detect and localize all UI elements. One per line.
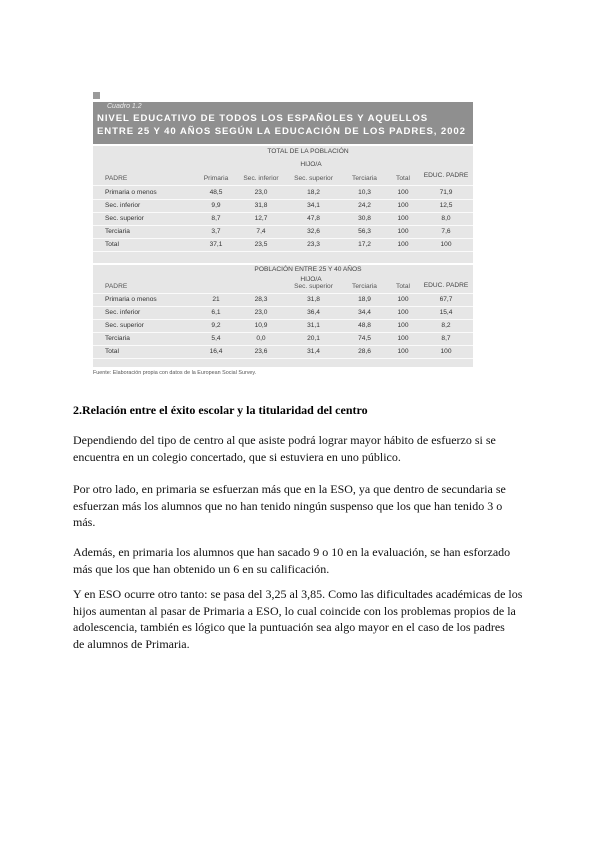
section-heading: POBLACIÓN ENTRE 25 Y 40 AÑOS xyxy=(254,266,362,273)
table-cell: 28,6 xyxy=(358,348,371,355)
table-cell: 8,0 xyxy=(441,215,451,222)
text-line: Por otro lado, en primaria se esfuerzan más que en la ESO, ya que dentro de secundaria se xyxy=(73,482,506,496)
table-cell: 100 xyxy=(440,348,452,355)
table-cell: 32,6 xyxy=(307,228,320,235)
col-header: Terciaria xyxy=(352,175,377,182)
table-cell: 47,8 xyxy=(307,215,320,222)
educ-padre-label: EDUC. PADRE xyxy=(423,282,469,289)
table-row-total xyxy=(93,345,473,359)
table-cell: 12,5 xyxy=(439,202,453,209)
table-cell: 37,1 xyxy=(209,241,223,248)
table-cell: 100 xyxy=(397,228,409,235)
table-cell: 100 xyxy=(397,202,409,209)
table-cell: 31,4 xyxy=(307,348,320,355)
table-cell: 16,4 xyxy=(209,348,223,355)
table-cell: 36,4 xyxy=(307,309,320,316)
table-cell: 5,4 xyxy=(211,335,221,342)
table-cell: 100 xyxy=(440,241,452,248)
table-cell: 18,9 xyxy=(358,296,371,303)
col-header: Sec. inferior xyxy=(243,175,279,182)
figure-label: Cuadro 1.2 xyxy=(107,103,142,110)
table-cell: 100 xyxy=(397,189,409,196)
table-row xyxy=(93,186,473,200)
table-cell: 28,3 xyxy=(254,296,268,303)
table-cell: 100 xyxy=(397,215,409,222)
table-cell: 67,7 xyxy=(439,296,453,303)
table-row xyxy=(93,319,473,333)
table-cell: 8,7 xyxy=(441,335,451,342)
table-cell: 10,3 xyxy=(358,189,371,196)
table-cell: 74,5 xyxy=(358,335,371,342)
table-row xyxy=(93,212,473,226)
row-label: Primaria o menos xyxy=(105,189,157,196)
row-label: Sec. inferior xyxy=(105,202,141,209)
row-header: PADRE xyxy=(105,283,128,290)
paragraph-3 xyxy=(73,544,533,577)
col-header: Sec. superior xyxy=(294,175,333,182)
table-cell: 31,1 xyxy=(307,322,320,329)
text-line: Dependiendo del tipo de centro al que asiste podrá lograr mayor hábito de esfuerzo si se xyxy=(73,433,496,447)
paragraph-4 xyxy=(73,586,533,652)
table-cell: 100 xyxy=(397,322,409,329)
table-cell: 71,9 xyxy=(439,189,453,196)
text-line: adolescencia, también es lógico que la puntuación sea algo mayor en el caso de los padres xyxy=(73,620,505,634)
row-label: Total xyxy=(105,348,119,355)
text-line: hijos aumentan al pasar de Primaria a ESO, lo cual coincide con los problemas propios de la xyxy=(73,603,516,618)
table-cell: 100 xyxy=(397,335,409,342)
table-cell: 9,9 xyxy=(211,202,221,209)
table-cell: 8,2 xyxy=(441,322,451,329)
row-label: Sec. inferior xyxy=(105,309,141,316)
hijo-label: HIJO/A xyxy=(300,161,322,168)
table-section-total xyxy=(93,146,473,263)
paragraph-2 xyxy=(73,481,533,531)
table-cell: 34,1 xyxy=(307,202,320,209)
table-cell: 100 xyxy=(397,309,409,316)
row-header: PADRE xyxy=(105,175,128,182)
table-row xyxy=(93,225,473,239)
row-label: Sec. superior xyxy=(105,322,144,329)
text-line: más. xyxy=(73,515,96,529)
text-line: Y en ESO ocurre otro tanto: se pasa del 3,25 al 3,85. Como las dificultades académicas de los xyxy=(73,587,523,601)
text-line: esfuerzan más los alumnos que no han tenido ningún suspenso que los que han tenido 3 o xyxy=(73,498,503,513)
row-label: Total xyxy=(105,241,119,248)
table-row xyxy=(93,332,473,346)
text-line: más que los que han obtenido un 6 en su calificación. xyxy=(73,561,330,576)
table-header-row xyxy=(93,280,473,294)
table-row xyxy=(93,293,473,307)
table-cell: 15,4 xyxy=(439,309,453,316)
table-cell: 21 xyxy=(212,296,220,303)
section-heading: 2.Relación entre el éxito escolar y la titularidad del centro xyxy=(73,403,368,417)
figure-title: NIVEL EDUCATIVO DE TODOS LOS ESPAÑOLES Y AQUELLOS ENTRE 25 Y 40 AÑOS SEGÚN LA EDUCACIÓN DE LOS PADRES, 2002 xyxy=(97,113,466,137)
table-cell: 48,8 xyxy=(358,322,371,329)
table-cell: 48,5 xyxy=(209,189,223,196)
table-cell: 30,8 xyxy=(358,215,371,222)
text-line: de alumnos de Primaria. xyxy=(73,636,190,651)
table-row-total xyxy=(93,238,473,252)
table-cell: 9,2 xyxy=(211,322,221,329)
table-cell: 23,5 xyxy=(254,241,268,248)
table-cell: 7,6 xyxy=(441,228,451,235)
table-cell: 18,2 xyxy=(307,189,320,196)
col-header: Total xyxy=(396,283,410,290)
row-label: Sec. superior xyxy=(105,215,144,222)
col-header: Sec. superior xyxy=(294,283,333,290)
table-cell: 100 xyxy=(397,241,409,248)
row-label: Terciaria xyxy=(105,335,130,342)
table-cell: 3,7 xyxy=(211,228,221,235)
col-header: Primaria xyxy=(203,175,229,182)
table-cell: 34,4 xyxy=(358,309,371,316)
table-cell: 23,3 xyxy=(307,241,320,248)
table-cell: 10,9 xyxy=(254,322,268,329)
figure-header xyxy=(93,102,473,144)
table-cell: 17,2 xyxy=(358,241,371,248)
table-cell: 20,1 xyxy=(307,335,320,342)
text-line: Además, en primaria los alumnos que han sacado 9 o 10 en la evaluación, se han esforzado xyxy=(73,545,511,559)
table-cell: 31,8 xyxy=(254,202,268,209)
table-section-25-40 xyxy=(93,265,473,367)
row-label: Terciaria xyxy=(105,228,130,235)
table-cell: 100 xyxy=(397,296,409,303)
col-header: Total xyxy=(396,175,410,182)
table-cell: 100 xyxy=(397,348,409,355)
table-cell: 12,7 xyxy=(254,215,268,222)
text-line: encuentra en un colegio concertado, que si estuviera en uno público. xyxy=(73,449,401,464)
table-cell: 0,0 xyxy=(256,335,266,342)
table-cell: 24,2 xyxy=(358,202,371,209)
table-cell: 23,6 xyxy=(254,348,268,355)
figure-source: Fuente: Elaboración propia con datos de la European Social Survey. xyxy=(93,370,257,376)
table-row xyxy=(93,199,473,213)
figure-marker xyxy=(93,92,100,99)
table-cell: 6,1 xyxy=(211,309,221,316)
hijo-label: HIJO/A xyxy=(300,276,322,283)
col-header: Terciaria xyxy=(352,283,377,290)
section-heading: TOTAL DE LA POBLACIÓN xyxy=(267,148,349,155)
educ-padre-label: EDUC. PADRE xyxy=(423,172,469,179)
table-cell: 23,0 xyxy=(254,309,268,316)
paragraph-1 xyxy=(73,432,533,465)
table-header-row xyxy=(93,172,473,186)
table-cell: 23,0 xyxy=(254,189,268,196)
table-cell: 31,8 xyxy=(307,296,320,303)
table-row xyxy=(93,306,473,320)
table-cell: 8,7 xyxy=(211,215,221,222)
table-cell: 56,3 xyxy=(358,228,371,235)
row-label: Primaria o menos xyxy=(105,296,157,303)
table-cell: 7,4 xyxy=(256,228,266,235)
